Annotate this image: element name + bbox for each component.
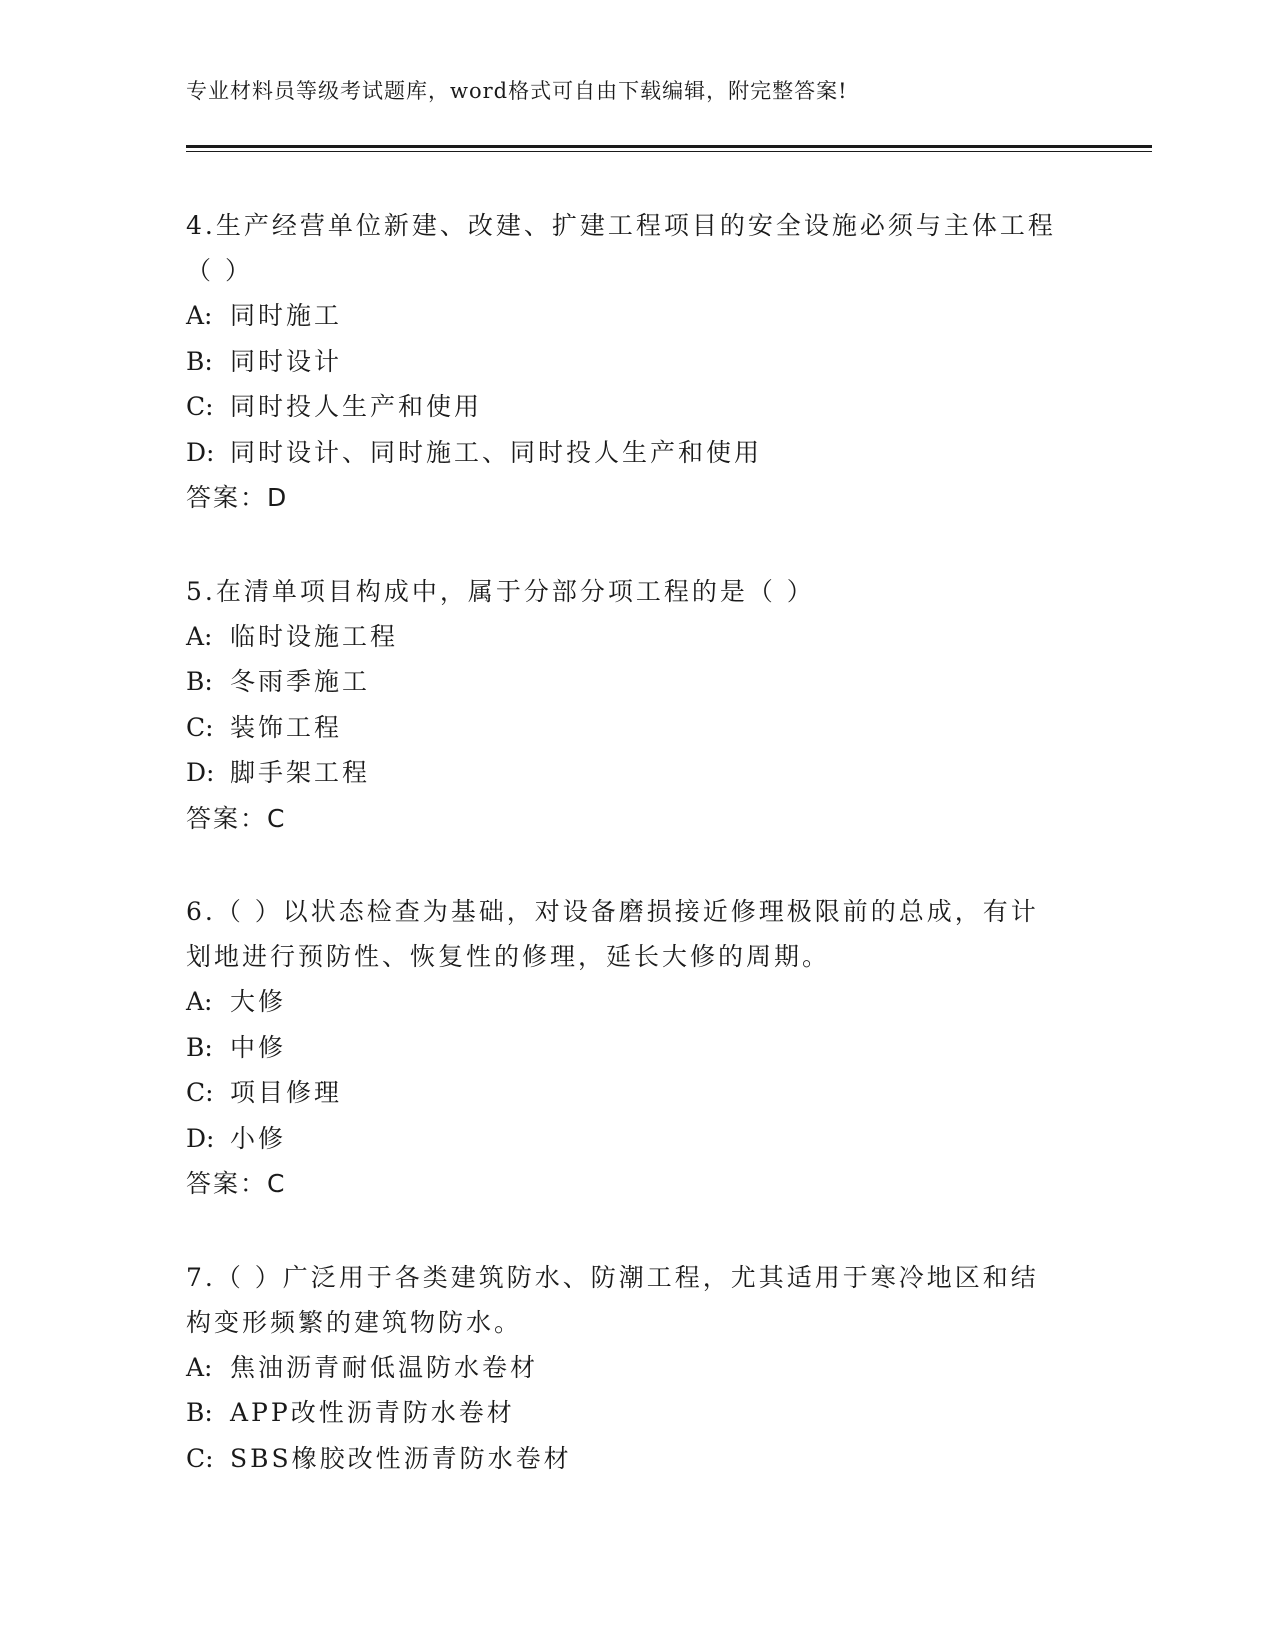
option-d (186, 430, 1066, 476)
header-rule-thick (186, 145, 1152, 148)
question-list (186, 203, 1066, 1529)
option-text: 冬雨季施工 (230, 667, 371, 696)
question-stem: 4.生产经营单位新建、改建、扩建工程项目的安全设施必须与主体工程（ ） (186, 211, 1056, 285)
option-key: B: (186, 346, 213, 376)
option-text: 同时设计 (230, 346, 343, 376)
option-d (186, 750, 1066, 796)
option-text: 焦油沥青耐低温防水卷材 (230, 1352, 539, 1382)
question-4 (186, 203, 1066, 521)
answer: 答案：D (186, 483, 289, 512)
option-c (186, 1436, 1066, 1482)
option-a (186, 614, 1066, 660)
option-c (186, 1070, 1066, 1116)
option-text: 装饰工程 (230, 712, 343, 742)
option-a (186, 293, 1066, 339)
option-c (186, 384, 1066, 430)
question-stem: 5.在清单项目构成中，属于分部分项工程的是（ ） (186, 576, 815, 606)
option-b (186, 339, 1066, 385)
option-key: C: (186, 1443, 214, 1473)
answer: 答案：C (186, 803, 287, 833)
option-key: C: (186, 1078, 214, 1107)
option-key: A: (186, 1352, 213, 1382)
option-text: SBS橡胶改性沥青防水卷材 (230, 1443, 572, 1473)
question-7 (186, 1255, 1066, 1482)
option-key: A: (186, 301, 213, 330)
option-text: 临时设施工程 (230, 621, 399, 651)
option-key: C: (186, 392, 214, 421)
option-text: 同时施工 (230, 301, 343, 330)
option-text: APP改性沥青防水卷材 (230, 1398, 515, 1427)
option-text: 同时设计、同时施工、同时投人生产和使用 (230, 437, 763, 467)
option-key: D: (186, 758, 215, 787)
option-a (186, 1345, 1066, 1391)
header-rule-thin (186, 151, 1152, 152)
option-key: A: (186, 621, 213, 651)
option-key: B: (186, 667, 213, 696)
question-stem: 6.（ ）以状态检查为基础，对设备磨损接近修理极限前的总成，有计划地进行预防性、恢复性的修理，延长大修的周期。 (186, 897, 1039, 971)
option-b (186, 1390, 1066, 1436)
question-6 (186, 889, 1066, 1207)
option-text: 脚手架工程 (230, 758, 371, 787)
option-a (186, 979, 1066, 1025)
option-b (186, 659, 1066, 705)
option-text: 同时投人生产和使用 (230, 392, 483, 421)
option-c (186, 705, 1066, 751)
option-key: A: (186, 987, 213, 1016)
page-header: 专业材料员等级考试题库，word格式可自由下载编辑，附完整答案! (186, 79, 848, 103)
option-text: 项目修理 (230, 1078, 343, 1107)
option-key: B: (186, 1032, 213, 1062)
option-text: 大修 (230, 987, 287, 1016)
option-key: B: (186, 1398, 213, 1427)
question-5 (186, 569, 1066, 842)
option-text: 中修 (230, 1032, 287, 1062)
option-b (186, 1025, 1066, 1071)
answer: 答案：C (186, 1169, 287, 1198)
question-stem: 7.（ ）广泛用于各类建筑防水、防潮工程，尤其适用于寒冷地区和结构变形频繁的建筑物防水。 (186, 1262, 1039, 1337)
option-key: C: (186, 712, 214, 742)
option-key: D: (186, 437, 215, 467)
option-d (186, 1116, 1066, 1162)
option-text: 小修 (230, 1123, 287, 1153)
option-key: D: (186, 1123, 215, 1153)
